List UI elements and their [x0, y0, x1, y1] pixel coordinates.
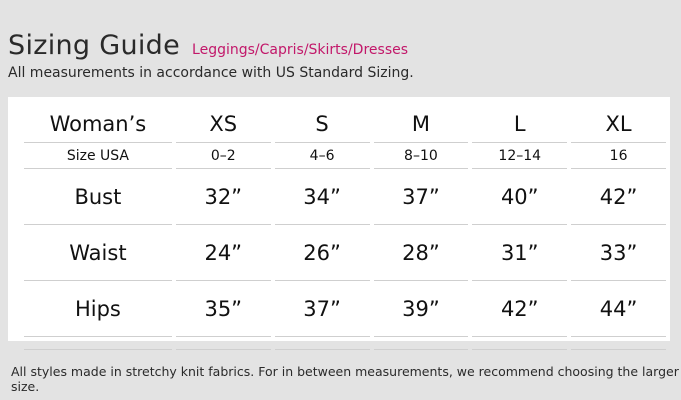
fabric-note: All styles made in stretchy knit fabrics. For in between measurements, we recommend choosing the larger size.: [11, 364, 679, 394]
column-header: L: [472, 106, 567, 143]
table-row: [24, 169, 666, 225]
table-cell: 32”: [176, 169, 271, 225]
row-label: Size USA: [24, 143, 172, 169]
table-cell: 4–6: [275, 143, 370, 169]
table-row: [24, 281, 666, 337]
table-row: [24, 143, 666, 169]
table-cell: 31”: [472, 225, 567, 281]
page-title: Sizing Guide: [8, 30, 181, 61]
table-cell: 28”: [374, 225, 469, 281]
column-header: S: [275, 106, 370, 143]
page-subtitle: Leggings/Capris/Skirts/Dresses: [192, 42, 409, 58]
table-row: [24, 225, 666, 281]
table-cell: 34”: [275, 169, 370, 225]
table-cell: 33”: [571, 225, 666, 281]
table-cell: 37”: [374, 169, 469, 225]
row-label: Waist: [24, 225, 172, 281]
size-chart-card: [8, 97, 670, 341]
row-label: Hips: [24, 281, 172, 337]
empty-cell: [275, 337, 370, 350]
empty-cell: [24, 337, 172, 350]
row-label: Bust: [24, 169, 172, 225]
empty-cell: [472, 337, 567, 350]
column-header: XS: [176, 106, 271, 143]
column-header: XL: [571, 106, 666, 143]
empty-cell: [374, 337, 469, 350]
empty-cell: [571, 337, 666, 350]
table-row-spacer: [24, 337, 666, 350]
page-header: [8, 30, 408, 61]
table-cell: 44”: [571, 281, 666, 337]
table-cell: 24”: [176, 225, 271, 281]
table-cell: 0–2: [176, 143, 271, 169]
table-cell: 39”: [374, 281, 469, 337]
table-cell: 35”: [176, 281, 271, 337]
column-header: Woman’s: [24, 106, 172, 143]
table-cell: 8–10: [374, 143, 469, 169]
table-cell: 42”: [472, 281, 567, 337]
table-cell: 37”: [275, 281, 370, 337]
table-cell: 42”: [571, 169, 666, 225]
table-cell: 26”: [275, 225, 370, 281]
table-cell: 40”: [472, 169, 567, 225]
table-cell: 12–14: [472, 143, 567, 169]
column-header: M: [374, 106, 469, 143]
standard-sizing-note: All measurements in accordance with US Standard Sizing.: [8, 65, 414, 81]
header-row: [24, 106, 666, 143]
table-cell: 16: [571, 143, 666, 169]
empty-cell: [176, 337, 271, 350]
size-chart-table: [20, 106, 670, 350]
